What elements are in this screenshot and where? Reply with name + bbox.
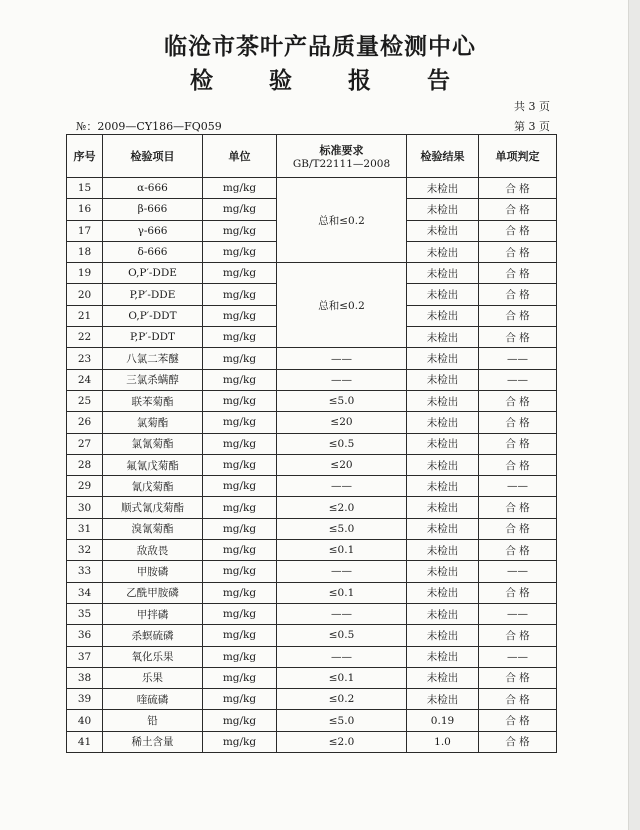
cell-item: 三氯杀螨醇 [103, 369, 203, 390]
cell-unit: mg/kg [203, 284, 277, 305]
cell-seq: 23 [67, 348, 103, 369]
cell-item: 氟氰戊菊酯 [103, 454, 203, 475]
cell-result: 未检出 [407, 284, 479, 305]
cell-unit: mg/kg [203, 667, 277, 688]
cell-result: 未检出 [407, 497, 479, 518]
cell-item: δ-666 [103, 241, 203, 262]
cell-item: 联苯菊酯 [103, 390, 203, 411]
cell-unit: mg/kg [203, 178, 277, 199]
cell-unit: mg/kg [203, 263, 277, 284]
cell-standard: ≤5.0 [277, 710, 407, 731]
pages-total: 共 3 页 [514, 100, 550, 113]
cell-standard: ≤5.0 [277, 390, 407, 411]
cell-judgment: 合 格 [479, 540, 557, 561]
table-row [67, 540, 557, 561]
cell-item: 甲胺磷 [103, 561, 203, 582]
cell-standard: ≤5.0 [277, 518, 407, 539]
table-row [67, 646, 557, 667]
header-judgment: 单项判定 [479, 135, 557, 178]
cell-item: 氯氰菊酯 [103, 433, 203, 454]
cell-item: 敌敌畏 [103, 540, 203, 561]
cell-judgment: 合 格 [479, 284, 557, 305]
cell-judgment: 合 格 [479, 178, 557, 199]
cell-standard: ≤0.5 [277, 433, 407, 454]
cell-item: 顺式氰戊菊酯 [103, 497, 203, 518]
cell-judgment: 合 格 [479, 220, 557, 241]
cell-judgment: 合 格 [479, 497, 557, 518]
page-current: 第 3 页 [514, 120, 550, 133]
cell-unit: mg/kg [203, 540, 277, 561]
cell-result: 未检出 [407, 667, 479, 688]
cell-judgment: 合 格 [479, 241, 557, 262]
cell-result: 未检出 [407, 241, 479, 262]
cell-item: O,P′-DDT [103, 305, 203, 326]
cell-unit: mg/kg [203, 390, 277, 411]
table-row [67, 263, 557, 284]
cell-item: O,P′-DDE [103, 263, 203, 284]
table-row [67, 667, 557, 688]
cell-unit: mg/kg [203, 561, 277, 582]
cell-unit: mg/kg [203, 348, 277, 369]
cell-judgment: 合 格 [479, 305, 557, 326]
table-row [67, 731, 557, 752]
cell-item: 铅 [103, 710, 203, 731]
table-row [67, 390, 557, 411]
cell-seq: 33 [67, 561, 103, 582]
cell-result: 0.19 [407, 710, 479, 731]
table-row [67, 454, 557, 475]
table-row [67, 561, 557, 582]
header-standard [277, 135, 407, 178]
cell-judgment: 合 格 [479, 625, 557, 646]
table-header-row [67, 135, 557, 178]
document-title: 检 验 报 告 [189, 68, 475, 94]
cell-item: 氯菊酯 [103, 412, 203, 433]
cell-result: 未检出 [407, 646, 479, 667]
header-standard-label: 标准要求 [319, 144, 364, 157]
cell-seq: 16 [67, 199, 103, 220]
cell-unit: mg/kg [203, 582, 277, 603]
cell-item: 氧化乐果 [103, 646, 203, 667]
cell-judgment: 合 格 [479, 582, 557, 603]
cell-item: P,P′-DDT [103, 327, 203, 348]
cell-standard: —— [277, 476, 407, 497]
table-row [67, 433, 557, 454]
cell-seq: 34 [67, 582, 103, 603]
cell-standard: ≤2.0 [277, 731, 407, 752]
cell-item: 甲拌磷 [103, 603, 203, 624]
cell-standard: —— [277, 348, 407, 369]
cell-item: 乐果 [103, 667, 203, 688]
cell-seq: 20 [67, 284, 103, 305]
cell-result: 未检出 [407, 348, 479, 369]
cell-result: 未检出 [407, 263, 479, 284]
cell-standard: —— [277, 603, 407, 624]
cell-result: 未检出 [407, 540, 479, 561]
cell-seq: 18 [67, 241, 103, 262]
table-row [67, 178, 557, 199]
cell-judgment: —— [479, 646, 557, 667]
cell-item: β-666 [103, 199, 203, 220]
cell-standard: ≤0.5 [277, 625, 407, 646]
cell-seq: 41 [67, 731, 103, 752]
cell-standard: ≤0.1 [277, 540, 407, 561]
cell-result: 未检出 [407, 369, 479, 390]
cell-judgment: 合 格 [479, 710, 557, 731]
cell-judgment: —— [479, 348, 557, 369]
cell-seq: 37 [67, 646, 103, 667]
cell-unit: mg/kg [203, 731, 277, 752]
cell-judgment: 合 格 [479, 263, 557, 284]
cell-seq: 21 [67, 305, 103, 326]
cell-standard: ≤20 [277, 454, 407, 475]
cell-result: 未检出 [407, 476, 479, 497]
table-row [67, 603, 557, 624]
table-row [67, 348, 557, 369]
cell-standard: ≤0.1 [277, 667, 407, 688]
cell-item: 稀土含量 [103, 731, 203, 752]
table-row [67, 412, 557, 433]
cell-item: 杀螟硫磷 [103, 625, 203, 646]
cell-unit: mg/kg [203, 241, 277, 262]
cell-result: 未检出 [407, 433, 479, 454]
cell-unit: mg/kg [203, 603, 277, 624]
cell-item: γ-666 [103, 220, 203, 241]
cell-unit: mg/kg [203, 710, 277, 731]
table-row [67, 625, 557, 646]
cell-unit: mg/kg [203, 199, 277, 220]
cell-seq: 15 [67, 178, 103, 199]
cell-unit: mg/kg [203, 625, 277, 646]
cell-unit: mg/kg [203, 518, 277, 539]
cell-result: 未检出 [407, 625, 479, 646]
institution-name: 临沧市茶叶产品质量检测中心 [164, 34, 476, 60]
header-unit: 单位 [203, 135, 277, 178]
cell-unit: mg/kg [203, 476, 277, 497]
cell-unit: mg/kg [203, 433, 277, 454]
cell-seq: 30 [67, 497, 103, 518]
cell-standard: ≤0.1 [277, 582, 407, 603]
cell-judgment: —— [479, 561, 557, 582]
cell-seq: 29 [67, 476, 103, 497]
cell-standard: —— [277, 561, 407, 582]
cell-result: 未检出 [407, 390, 479, 411]
cell-judgment: 合 格 [479, 390, 557, 411]
cell-judgment: 合 格 [479, 433, 557, 454]
cell-result: 未检出 [407, 220, 479, 241]
header-standard-code: GB/T22111—2008 [292, 158, 391, 170]
cell-standard: 总和≤0.2 [277, 178, 407, 263]
cell-result: 未检出 [407, 454, 479, 475]
cell-result: 未检出 [407, 561, 479, 582]
cell-standard: ≤20 [277, 412, 407, 433]
cell-item: P,P′-DDE [103, 284, 203, 305]
cell-judgment: 合 格 [479, 412, 557, 433]
table-row [67, 582, 557, 603]
cell-result: 未检出 [407, 603, 479, 624]
cell-seq: 40 [67, 710, 103, 731]
cell-item: α-666 [103, 178, 203, 199]
cell-unit: mg/kg [203, 454, 277, 475]
cell-seq: 35 [67, 603, 103, 624]
cell-item: 溴氰菊酯 [103, 518, 203, 539]
header-seq: 序号 [67, 135, 103, 178]
table-row [67, 369, 557, 390]
cell-standard: —— [277, 369, 407, 390]
cell-judgment: —— [479, 476, 557, 497]
cell-unit: mg/kg [203, 220, 277, 241]
cell-standard: ≤2.0 [277, 497, 407, 518]
cell-seq: 39 [67, 689, 103, 710]
cell-seq: 31 [67, 518, 103, 539]
cell-unit: mg/kg [203, 369, 277, 390]
cell-item: 八氯二苯醚 [103, 348, 203, 369]
table-body [67, 178, 557, 753]
cell-result: 未检出 [407, 327, 479, 348]
cell-seq: 17 [67, 220, 103, 241]
cell-seq: 25 [67, 390, 103, 411]
cell-item: 喹硫磷 [103, 689, 203, 710]
cell-judgment: 合 格 [479, 518, 557, 539]
cell-result: 未检出 [407, 305, 479, 326]
cell-result: 未检出 [407, 689, 479, 710]
cell-result: 未检出 [407, 412, 479, 433]
cell-unit: mg/kg [203, 497, 277, 518]
table-row [67, 497, 557, 518]
table-row [67, 518, 557, 539]
cell-judgment: 合 格 [479, 327, 557, 348]
cell-unit: mg/kg [203, 327, 277, 348]
cell-judgment: —— [479, 603, 557, 624]
header-result: 检验结果 [407, 135, 479, 178]
cell-standard: 总和≤0.2 [277, 263, 407, 348]
cell-result: 未检出 [407, 518, 479, 539]
report-number: №：2009—CY186—FQ059 [76, 120, 222, 133]
cell-seq: 22 [67, 327, 103, 348]
cell-item: 氰戊菊酯 [103, 476, 203, 497]
cell-judgment: 合 格 [479, 731, 557, 752]
inspection-table [66, 134, 557, 753]
cell-result: 未检出 [407, 178, 479, 199]
table-row [67, 476, 557, 497]
cell-seq: 38 [67, 667, 103, 688]
cell-result: 未检出 [407, 199, 479, 220]
cell-seq: 19 [67, 263, 103, 284]
cell-seq: 32 [67, 540, 103, 561]
cell-seq: 27 [67, 433, 103, 454]
cell-judgment: 合 格 [479, 689, 557, 710]
cell-judgment: 合 格 [479, 199, 557, 220]
cell-seq: 28 [67, 454, 103, 475]
cell-result: 未检出 [407, 582, 479, 603]
cell-result: 1.0 [407, 731, 479, 752]
cell-seq: 36 [67, 625, 103, 646]
cell-unit: mg/kg [203, 305, 277, 326]
cell-unit: mg/kg [203, 412, 277, 433]
cell-seq: 24 [67, 369, 103, 390]
table-row [67, 710, 557, 731]
cell-judgment: 合 格 [479, 667, 557, 688]
cell-unit: mg/kg [203, 689, 277, 710]
cell-judgment: —— [479, 369, 557, 390]
cell-standard: ≤0.2 [277, 689, 407, 710]
cell-seq: 26 [67, 412, 103, 433]
cell-judgment: 合 格 [479, 454, 557, 475]
cell-standard: —— [277, 646, 407, 667]
cell-unit: mg/kg [203, 646, 277, 667]
table-row [67, 689, 557, 710]
header-item: 检验项目 [103, 135, 203, 178]
cell-item: 乙酰甲胺磷 [103, 582, 203, 603]
